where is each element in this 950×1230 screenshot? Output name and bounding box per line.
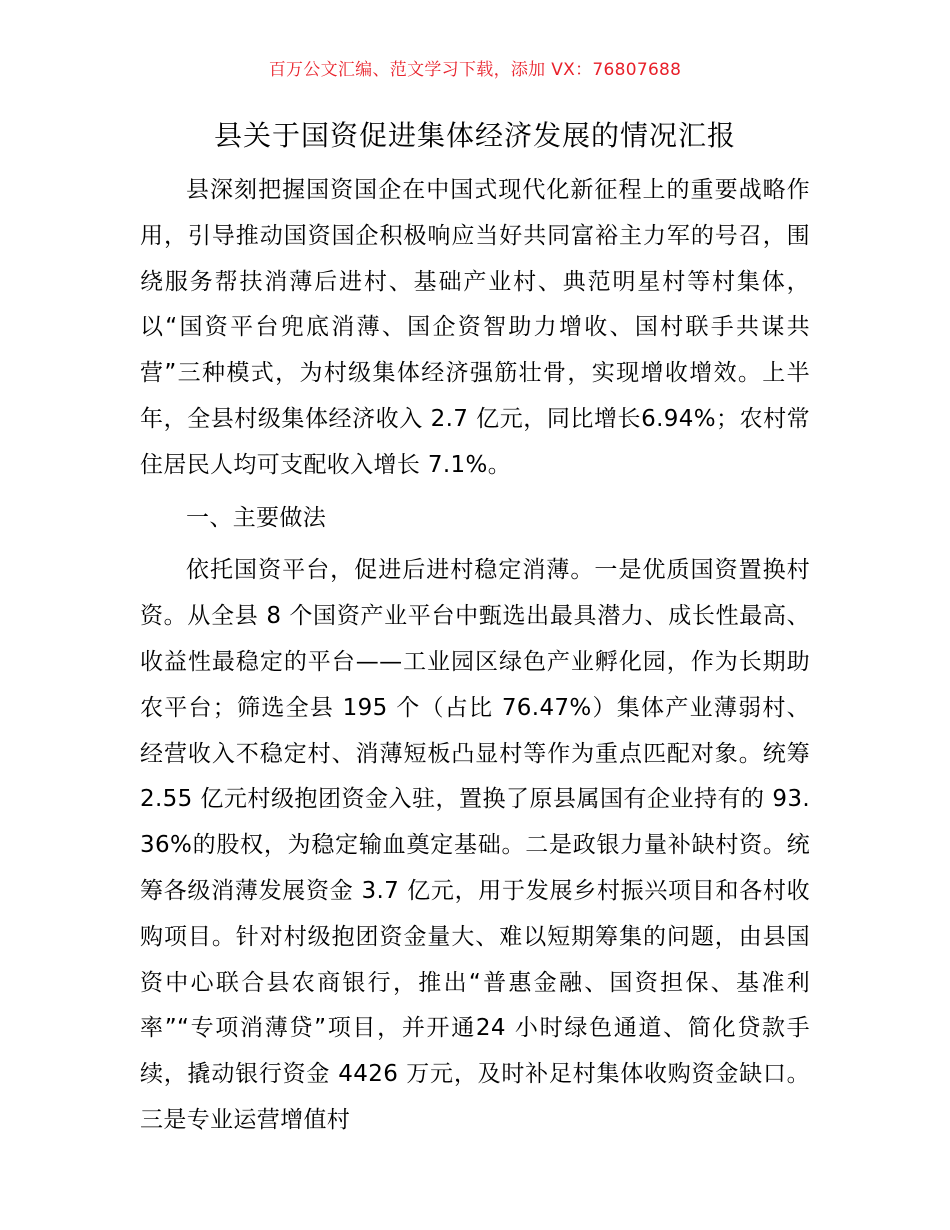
- document-title: 县关于国资促进集体经济发展的情况汇报: [213, 119, 736, 152]
- document-body: [140, 168, 810, 1144]
- watermark-header: 百万公文汇编、范文学习下载，添加 VX：76807688: [268, 60, 682, 80]
- body-paragraph: 依托国资平台，促进后进村稳定消薄。一是优质国资置换村资。从全县 8 个国资产业平台中甄选出最具潜力、成长性最高、收益性最稳定的平台——工业园区绿色产业孵化园，作为长期助农平台；筛选全县 195 个（占比 76.47%）集体产业薄弱村、经营收入不稳定村、消薄短板凸显村等作为重点匹配对象。统筹 2.55 亿元村级抱团资金入驻，置换了原县属国有企业持有的 93.36%的股权，为稳定输血奠定基础。二是政银力量补缺村资。统筹各级消薄发展资金 3.7 亿元，用于发展乡村振兴项目和各村收购项目。针对村级抱团资金量大、难以短期筹集的问题，由县国资中心联合县农商银行，推出“普惠金融、国资担保、基准利率”“专项消薄贷”项目，并开通24 小时绿色通道、简化贷款手续，撬动银行资金 4426 万元，及时补足村集体收购资金缺口。三是专业运营增值村: [140, 557, 810, 1133]
- section-heading: 一、主要做法: [186, 504, 327, 531]
- intro-paragraph: 县深刻把握国资国企在中国式现代化新征程上的重要战略作用，引导推动国资国企积极响应当好共同富裕主力军的号召，围绕服务帮扶消薄后进村、基础产业村、典范明星村等村集体，以“国资平台兜底消薄、国企资智助力增收、国村联手共谋共营”三种模式，为村级集体经济强筋壮骨，实现增收增效。上半年，全县村级集体经济收入 2.7 亿元，同比增长6.94%；农村常住居民人均可支配收入增长 7.1%。: [140, 177, 810, 478]
